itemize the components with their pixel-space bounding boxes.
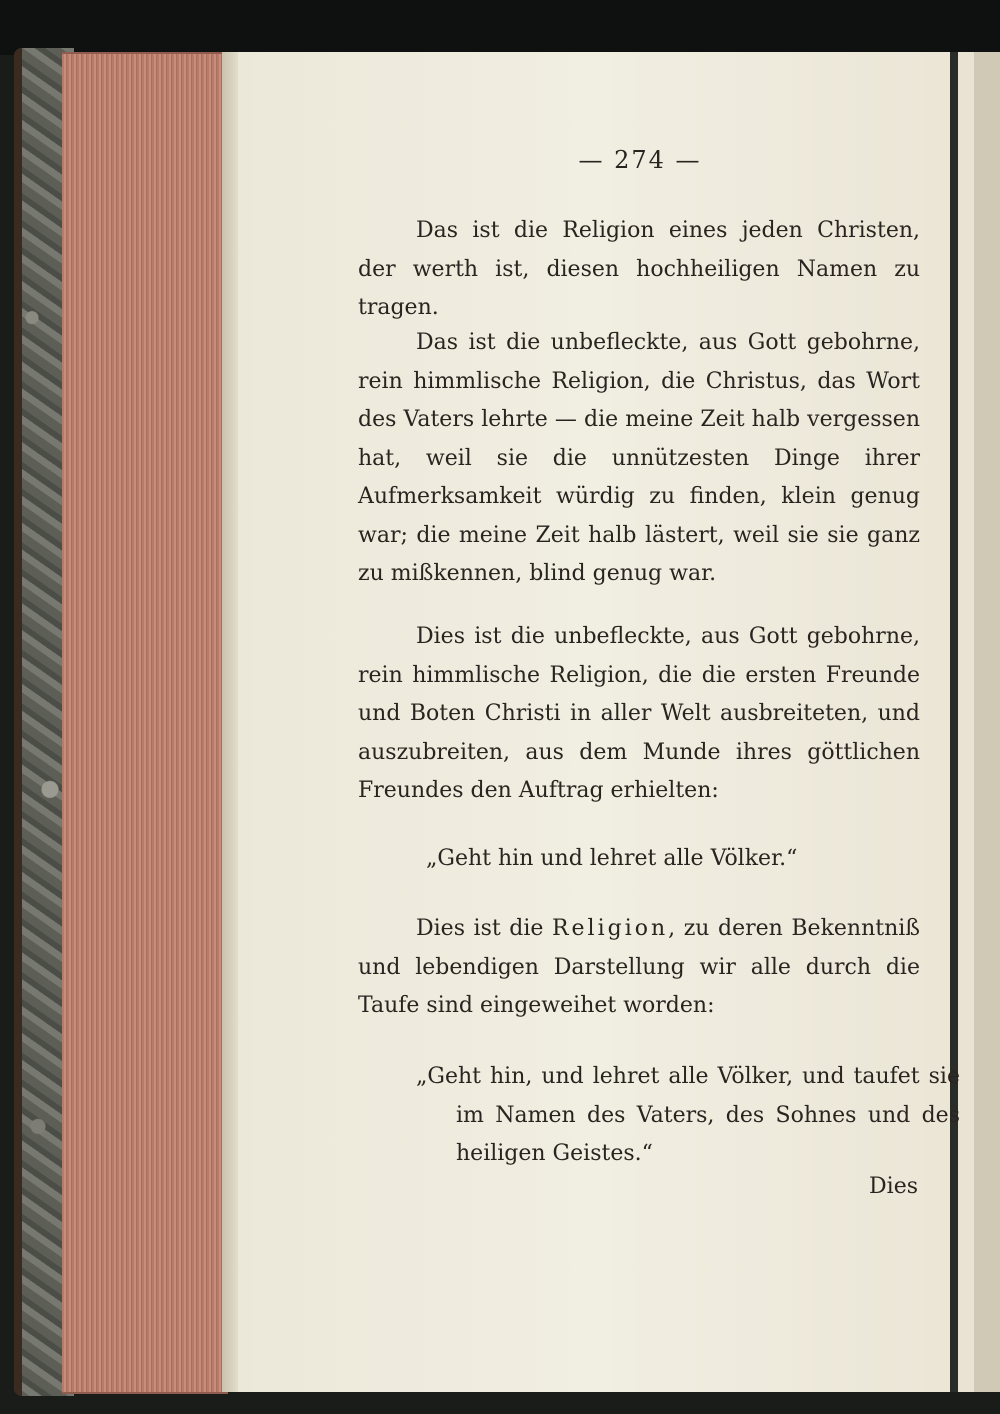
paragraph-4 — [358, 910, 920, 1026]
facing-page-edge — [950, 52, 1000, 1392]
paragraph-4-emphasis: Religion — [551, 916, 669, 941]
paragraph-4-end: , zu deren Bekenntniß und lebendigen Darstellung wir alle durch die Taufe sind eingeweihet worden: — [358, 916, 920, 1018]
page-block-edges — [62, 52, 228, 1394]
quotation-1: „Geht hin und lehret alle Völker.“ — [426, 846, 798, 871]
paragraph-4-start: Dies ist die — [416, 916, 552, 941]
paragraph-1: Das ist die Religion eines jeden Christen, der werth ist, diesen hochheiligen Namen zu tragen. — [358, 218, 920, 320]
page-number: — 274 — — [578, 146, 702, 174]
paragraph-2: Das ist die unbefleckte, aus Gott gebohrne, rein himmlische Religion, die Christus, das Wort des Vaters lehrte — die meine Zeit halb vergessen hat, weil sie die unnützesten Dinge ihrer Aufmerksamkeit würdig zu finden, klein genug war; die meine Zeit halb lästert, weil sie sie ganz zu mißkennen, blind genug war. — [358, 330, 920, 586]
catchword: Dies — [869, 1174, 918, 1199]
quotation-2: „Geht hin, und lehret alle Völker, und taufet sie im Namen des Vaters, des Sohnes und des heiligen Geistes.“ — [416, 1064, 960, 1166]
paragraph-3: Dies ist die unbefleckte, aus Gott gebohrne, rein himmlische Religion, die die ersten Freunde und Boten Christi in aller Welt ausbreiteten, und auszubreiten, aus dem Munde ihres göttlichen Freundes den Auftrag erhielten: — [358, 624, 920, 803]
cover-spine-edge — [14, 48, 22, 1396]
scan-background — [0, 0, 1000, 55]
